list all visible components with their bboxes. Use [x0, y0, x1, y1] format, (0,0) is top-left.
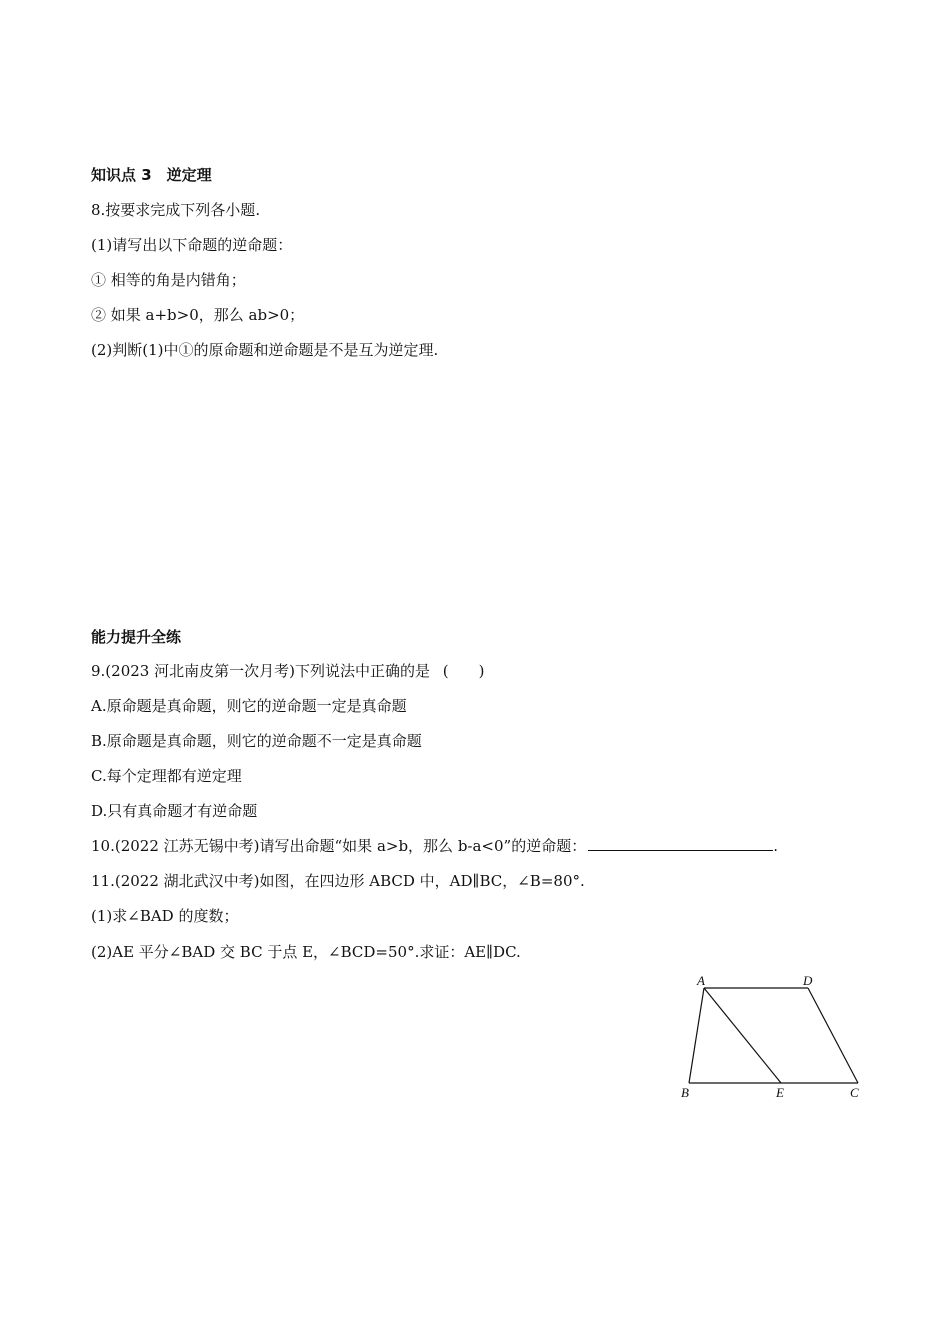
segment-ae	[704, 988, 781, 1083]
question-8-stem: 8.按要求完成下列各小题.	[91, 201, 261, 219]
segment-ab	[689, 988, 704, 1083]
segment-dc	[808, 988, 858, 1083]
question-11-part-2: (2)AE 平分∠BAD 交 BC 于点 E，∠BCD=50°.求证：AE∥DC.	[91, 943, 521, 961]
option-a: A.原命题是真命题，则它的逆命题一定是真命题	[91, 697, 407, 715]
point-label-d: D	[803, 973, 813, 988]
question-10-end: .	[773, 837, 778, 855]
section-title-inverse-theorem: 知识点 3 逆定理	[91, 166, 212, 184]
question-9-stem	[91, 661, 484, 681]
section-title-ability: 能力提升全练	[91, 628, 182, 646]
option-b: B.原命题是真命题，则它的逆命题不一定是真命题	[91, 732, 422, 750]
answer-paren-close: )	[478, 662, 485, 680]
answer-paren-open: (	[442, 662, 449, 680]
question-9-text: 9.(2023 河北南皮第一次月考)下列说法中正确的是	[91, 662, 430, 680]
question-8-part-2: (2)判断(1)中①的原命题和逆命题是不是互为逆定理.	[91, 341, 439, 359]
question-8-item-1: ① 相等的角是内错角；	[91, 271, 246, 289]
option-d: D.只有真命题才有逆命题	[91, 802, 258, 820]
point-label-a: A	[697, 973, 705, 988]
option-c: C.每个定理都有逆定理	[91, 767, 242, 785]
point-label-b: B	[681, 1085, 689, 1100]
answer-line[interactable]	[588, 836, 773, 851]
question-8-part-1: (1)请写出以下命题的逆命题：	[91, 236, 293, 254]
question-10-text: 10.(2022 江苏无锡中考)请写出命题“如果 a>b，那么 b-a<0”的逆命题：	[91, 837, 587, 855]
quadrilateral-figure	[670, 970, 870, 1105]
question-10	[91, 836, 778, 856]
point-label-e: E	[776, 1085, 784, 1100]
question-8-item-2: ② 如果 a+b>0，那么 ab>0；	[91, 306, 305, 324]
question-11-part-1: (1)求∠BAD 的度数；	[91, 907, 239, 925]
question-11-stem: 11.(2022 湖北武汉中考)如图，在四边形 ABCD 中，AD∥BC，∠B=80°.	[91, 872, 585, 890]
point-label-c: C	[850, 1085, 859, 1100]
